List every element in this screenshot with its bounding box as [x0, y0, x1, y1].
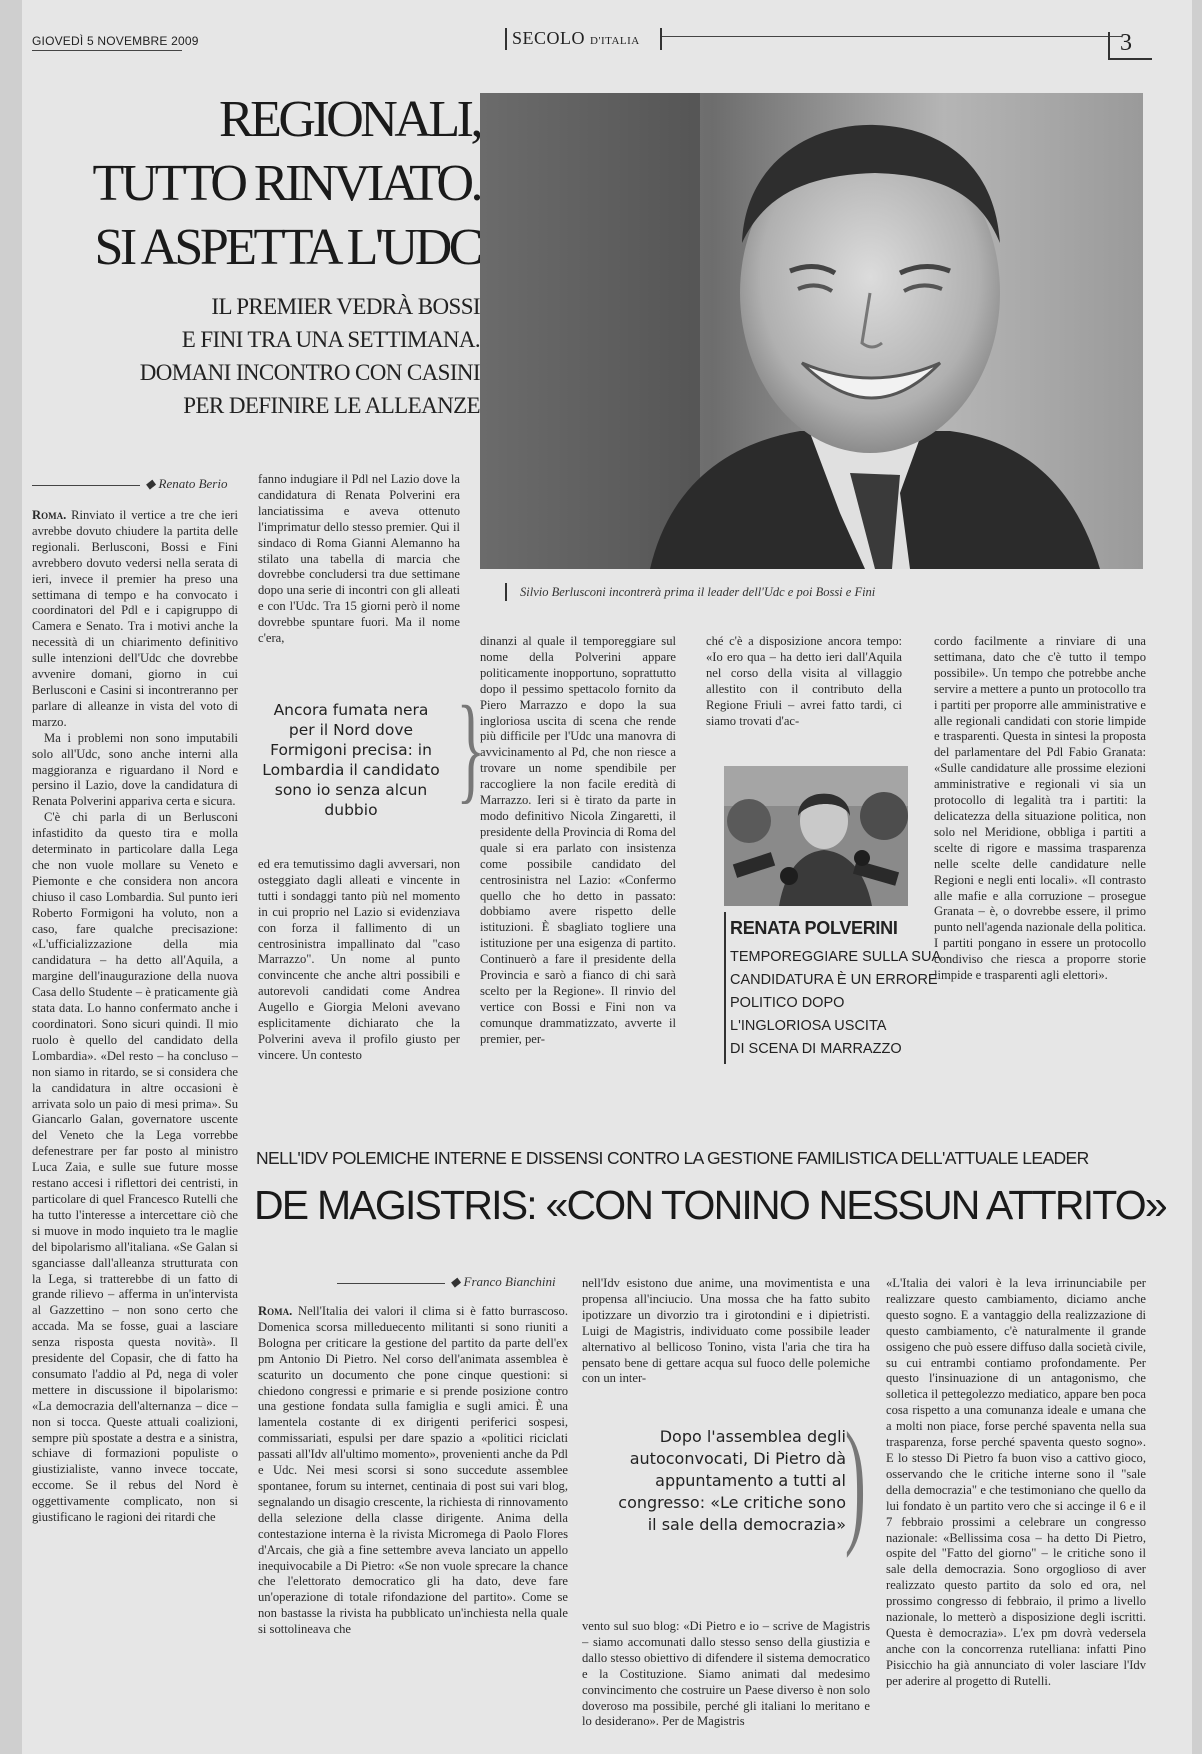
second-headline: DE MAGISTRIS: «CON TONINO NESSUN ATTRITO»: [254, 1182, 1166, 1228]
dateline-city: Roma.: [258, 1304, 293, 1318]
second-column-3: «L'Italia dei valori è la leva irrinunciabile per realizzare questo cambiamento, diciamo anche questo sogno. E a vantaggio della realizzazione di questo cambiamento, c'è naturalmente il grande ossigeno che può essere diffuso dalla società civile, su cui entrambi contiamo profondamente. Per questo l'insinuazione di un antagonismo, che solletica il pettegolezzo mediatico, appare ben poca cosa rispetto a una comunanza ideale e umana che a molti non piace, forse perché spaventa nella sua trasparenza, forse perché spaventa questo sogno». E lo stesso Di Pietro fa buon viso a cattivo gioco, osservando che le critiche interne sono il "sale della democrazia" e che testimoniano che quello da lui fondato è un partito vero che si accinge il 6 e il 7 febbraio prossimi a celebrare un congresso nazionale: «Bellissima cosa – ha detto Di Pietro, ospite del "Fatto del giorno" – le critiche sono il sale della democrazia. Sono orgoglioso di aver realizzato questo partito da solo ed ora, nel prossimo congresso di febbraio, il primo a livello nazionale, lo metterò a disposizione degli iscritti. Questa è democrazia». L'ex pm dovrà vedersela anche con la concorrenza rutelliana: infatti Pino Pisicchio ha già annunciato di voler lasciare l'Idv per aderire al progetto di Rutelli.: [886, 1276, 1146, 1688]
article-paragraph: C'è chi parla di un Berlusconi infastidito da questo tira e molla determinato in particolare dalla Lega che non vuole mollare su Veneto e Piemonte e che considera non ancora chiuso il caso Lombardia. Sul punto ieri Roberto Formigoni ha voluto, non a caso, fare qualche precisazione: «L'ufficializzazione della mia candidatura – ha detto all'Aquila, a margine dell'inaugurazione della nuova Casa dello Studente – è praticamente già stata data. Lo hanno confermato anche i coordinatori. Sono sicuri quindi. Il mio ruolo è quello del candidato della Lombardia». «Del resto – ha concluso – non siamo in ritardo, se si considera che la candidatura in altre occasioni è arrivata solo un paio di mesi prima». Su Giancarlo Galan, governatore uscente del Veneto che la Lega vorrebbe defenestrare per far posto al ministro Luca Zaia, e sulle sue future mosse restano accesi i riflettori dei centristi, in particolare di quel Francesco Rutelli che ha tutto l'interesse a intercettare ciò che si muove in modo inquieto tra le maglie del bipolarismo all'italiana. «Se Galan si sganciasse dall'alleanza strutturata con la Lega, si tratterebbe di un fatto di grande rilievo – afferma in un'intervista al Gazzettino – non sono certo che accada. Ma se fosse, guai a lasciare senza risposta questa novità». Il presidente del Copasir, che di fatto ha consumato l'addio al Pd, nega di voler mettere in discussione il bipolarismo: «La democrazia dell'alternanza – dice – non si tocca. Queste attuali coalizioni, sempre più spostate a destra e a sinistra, schiave di formazioni populiste o giustizialiste, vanno invece toccate, eccome. Se il rebus del Nord è oggettivamente complicato, non si giustificano le ragioni dei ritardi che: [32, 810, 238, 1525]
byline-diamond-icon: ◆: [145, 476, 156, 491]
byline-rule: [32, 485, 140, 486]
byline-rule: [337, 1283, 445, 1284]
caption-marker: [505, 583, 507, 601]
masthead-small: D'ITALIA: [590, 35, 640, 47]
issue-date: GIOVEDÌ 5 NOVEMBRE 2009: [32, 34, 199, 48]
headline-line: REGIONALI,: [218, 91, 480, 148]
sidebar-line: CANDIDATURA È UN ERRORE: [730, 972, 938, 988]
masthead-bar-left: [505, 28, 507, 50]
photo-caption: Silvio Berlusconi incontrerà prima il leader dell'Udc e poi Bossi e Fini: [520, 585, 876, 599]
berlusconi-photo: [480, 93, 1143, 569]
lead-column-3: dinanzi al quale il temporeggiare sul nome della Polverini appare politicamente inopportuno, soprattutto dopo il pessimo spettacolo fornito da Piero Marrazzo e dopo la sua ingloriosa uscita di scena che rende più difficile per l'Udc una manovra di avvicinamento al Pd, che non riesce a trovare un nome spendibile per raccogliere la non facile eredità di Marrazzo. Ieri si è tirato da parte in modo definitivo Nicola Zingaretti, il presidente della Provincia di Roma del quale si era parlato con insistenza come possibile candidato del centrosinistra nel Lazio: «Confermo quello che ho detto in passato: dobbiamo avere rispetto delle istituzioni. È sbagliato togliere una istituzione per una esigenza di partito. Continuerò a fare il presidente della Provincia e sarò a fianco di chi sarà scelto per la Regione». Il rinvio del vertice con Bossi e Fini non va comunque drammatizzato, avverte il premier, per-: [480, 634, 676, 1046]
portrait-image: [480, 93, 1143, 569]
second-author: Franco Bianchini: [463, 1274, 556, 1289]
headline-line: SI ASPETTA L'UDC: [94, 219, 480, 276]
lead-column-2-top: fanno indugiare il Pdl nel Lazio dove la candidatura di Renata Polverini era lanciatissima e aveva ottenuto l'imprimatur dello stesso premier. Qui il sindaco di Roma Gianni Alemanno ha stilato una tabella di marcia che dovrebbe concludersi tra due settimane dopo una serie di incontri con gli alleati e con l'Udc. Tra 15 giorni però il nome dovrebbe spuntare fuori. Ma il nome c'era,: [258, 472, 460, 646]
header-rule-right: [662, 36, 1122, 37]
sidebar-line: DI SCENA DI MARRAZZO: [730, 1041, 902, 1057]
lead-subhead: [32, 290, 480, 422]
header-rule-left: [32, 50, 182, 51]
masthead-bar-right: [660, 28, 662, 50]
second-column-2-bottom: vento sul suo blog: «Di Pietro e io – scrive de Magistris – siamo accomunati dallo stesso senso della giustizia e dallo stesso obiettivo di difendere il sistema democratico e la Costituzione. Siamo animati dal medesimo convincimento che costruire un Paese diverso è non solo doveroso ma possibile, perché gli italiani lo meritano e lo desiderano». Per de Magistris: [582, 1619, 870, 1729]
press-scrum-image: [724, 766, 908, 906]
sidebar-line: TEMPOREGGIARE SULLA SUA: [730, 949, 942, 965]
second-byline: [337, 1274, 556, 1290]
lead-author: Renato Berio: [158, 476, 228, 491]
sidebar-line: L'INGLORIOSA USCITA: [730, 1018, 887, 1034]
quote-bracket-icon: }: [456, 681, 486, 814]
lead-byline: [32, 476, 227, 492]
subhead-line: PER DEFINIRE LE ALLEANZE: [183, 393, 480, 418]
article-text: Nell'Italia dei valori il clima si è fatto burrascoso. Domenica scorsa milleduecento militanti si sono riuniti a Bologna per criticare la gestione del partito da parte dell'ex pm Antonio Di Pietro. Nel corso dell'animata assemblea è scaturito un documento che pone cinque questioni: si chiedono congressi e primarie e si prende posizione contro una gestione fondata sulla famiglia e sugli amici. È una lamentela costante di ex dirigenti periferici sospesi, commissariati, espulsi per dare spazio a «politici riciclati passati all'Idv all'ultimo momento», provenienti anche da Pdl e Udc. Nei mesi scorsi si sono succedute assemblee spontanee, forum su internet, centinaia di post sui vari blog, segnalando un disagio crescente, la richiesta di rinnovamento della selezione della classe dirigente. Anima della contestazione interna è la rivista Micromega di Paolo Flores d'Arcais, che già a fine settembre aveva lanciato un appello inequivocabile a Di Pietro: «Se non vuole sprecare la chance che l'elettorato democratico gli ha dato, deve fare un'operazione di totale rifondazione del partito». Come se non bastasse la rivista ha pubblicato un'inchiesta nella quale si sottolineava che: [258, 1304, 568, 1637]
subhead-line: DOMANI INCONTRO CON CASINI: [139, 360, 480, 385]
subhead-line: E FINI TRA UNA SETTIMANA.: [181, 327, 480, 352]
sidebar-title: RENATA POLVERINI: [730, 918, 898, 938]
page-number: 3: [1120, 30, 1132, 56]
dateline-city: Roma.: [32, 508, 67, 522]
lead-column-4: ché c'è a disposizione ancora tempo: «Io ero qua – ha detto ieri dall'Aquila nel corso della visita al villaggio allestito con il contributo della Regione Friuli – avrei fatto tardi, ci siamo trovati d'ac-: [706, 634, 902, 728]
sidebar-text: [730, 946, 941, 1061]
quote-bracket-icon: ): [844, 1404, 866, 1559]
lead-column-1: [32, 508, 238, 1750]
article-text: Rinviato il vertice a tre che ieri avrebbe dovuto chiudere la partita delle regionali. Berlusconi, Bossi e Fini avrebbero dovuto vedersi nella serata di ieri, invece il premier ha preso una settimana di tempo e ha convocato i coordinatori del Pdl e i capigruppo di Camera e Senato. Tra i motivi anche la necessità di un chiarimento definitivo sulle intenzioni dell'Udc che dovrebbe avvenire domani, giorno in cui Berlusconi e Casini si incontreranno per parlare di alleanze in vista del voto di marzo.: [32, 508, 238, 729]
lead-column-5: cordo facilmente a rinviare di una settimana, dato che c'è tutto il tempo possibile». Un tempo che potrebbe anche servire a mettere a punto un protocollo tra i partiti per proporre alle amministrative e alle regionali candidati con storie limpide e trasparenti. Questa in sintesi la proposta del parlamentare del Pdl Fabio Granata: «Sulle candidature alle prossime elezioni amministrative e regionali vi sia un protocollo di legalità tra i partiti: la delicatezza della situazione politica, non solo nel Meridione, obbliga i partiti a scelte di rigore e massima trasparenza nelle scelte delle candidature nelle Regioni e negli enti locali». «Il contrasto alle mafie e alla corruzione – prosegue Granata – è, o dovrebbe essere, il primo punto nell'agenda nazionale della politica. I partiti pongano in essere un protocollo condiviso che riesca a proporre storie limpide e trasparenti agli elettori».: [934, 634, 1146, 983]
masthead-main: SECOLO: [512, 28, 586, 48]
article-paragraph: Ma i problemi non sono imputabili solo all'Udc, sono anche interni alla maggioranza e riguardano il Nord e persino il Lazio, dove la candidatura di Renata Polverini appariva certa e sicura.: [32, 730, 238, 809]
polverini-photo: [724, 766, 908, 906]
byline-diamond-icon: ◆: [450, 1274, 461, 1289]
headline-line: TUTTO RINVIATO.: [92, 155, 480, 212]
second-pull-quote: Dopo l'assemblea degli autoconvocati, Di Pietro dà appuntamento a tutti al congresso: «Le critiche sono il sale della democrazia»: [618, 1427, 846, 1534]
sidebar-line: POLITICO DOPO: [730, 995, 845, 1011]
masthead: [512, 28, 640, 49]
second-column-2-top: nell'Idv esistono due anime, una movimentista e una propensa all'inciucio. Una mossa che ha fatto subito ipotizzare un divorzio tra i girotondini e i dipietristi. Luigi de Magistris, individuato come possibile leader alternativo al bellicoso Tonino, vista l'aria che tira ha pensato bene di gettare acqua sul fuoco delle polemiche con un inter-: [582, 1276, 870, 1386]
second-kicker: NELL'IDV POLEMICHE INTERNE E DISSENSI CONTRO LA GESTIONE FAMILISTICA DELL'ATTUALE LEADER: [256, 1148, 1089, 1168]
lead-column-2-bottom: ed era temutissimo dagli avversari, non osteggiato dagli alleati e vincente in tutti i sondaggi tanto più nel momento in cui proprio nel Lazio si evidenziava con forza il fallimento di un centrosinistra impallinato dal "caso Marrazzo". Un nome al punto convincente che anche altri possibili e autorevoli candidati come Andrea Augello e Giorgia Meloni avevano esplicitamente dichiarato che la Polverini aveva il profilo giusto per vincere. Un contesto: [258, 857, 460, 1062]
lead-pull-quote: Ancora fumata nera per il Nord dove Formigoni precisa: in Lombardia il candidato sono io senza alcun dubbio: [262, 701, 440, 819]
sidebar-rule: [724, 912, 726, 1064]
lead-headline: [32, 88, 480, 280]
second-column-1: [258, 1304, 568, 1752]
subhead-line: IL PREMIER VEDRÀ BOSSI: [211, 294, 480, 319]
newspaper-page: [22, 0, 1192, 1754]
